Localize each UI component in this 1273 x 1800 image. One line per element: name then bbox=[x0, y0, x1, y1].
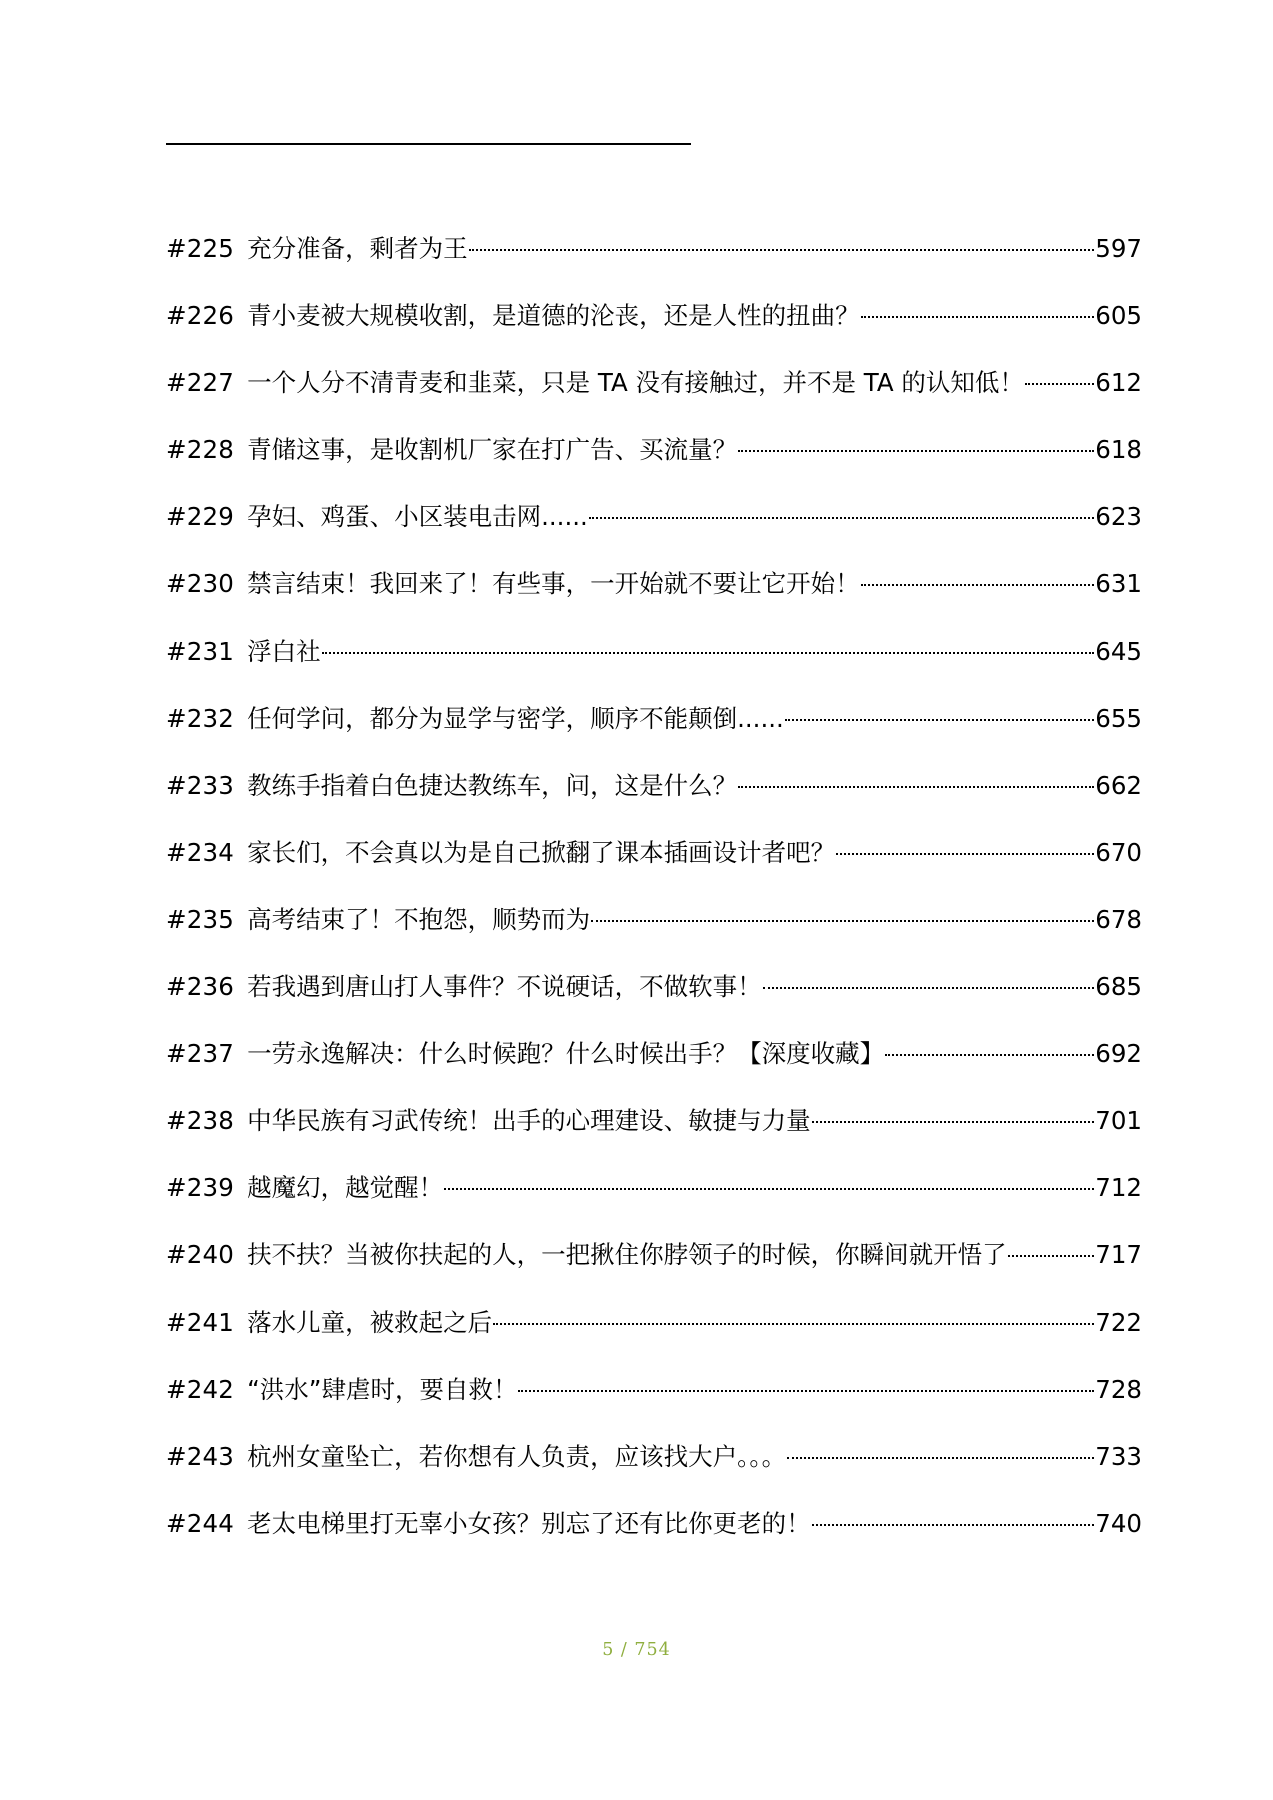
dot-leader bbox=[836, 853, 1094, 855]
dot-leader bbox=[589, 517, 1094, 519]
dot-leader bbox=[518, 1390, 1094, 1392]
toc-entry-page: 717 bbox=[1095, 1240, 1142, 1270]
toc-entry-page: 670 bbox=[1095, 837, 1142, 867]
toc-entry-page: 740 bbox=[1095, 1508, 1142, 1538]
toc-entry-number: #238 bbox=[166, 1106, 235, 1136]
toc-entry-number: #226 bbox=[166, 301, 235, 331]
toc-entry-number: #236 bbox=[166, 972, 235, 1002]
dot-leader bbox=[812, 1524, 1095, 1526]
toc-entry-page: 662 bbox=[1095, 770, 1142, 800]
dot-leader bbox=[322, 652, 1095, 654]
toc-entry-page: 645 bbox=[1095, 636, 1142, 666]
toc-entry-number: #243 bbox=[166, 1441, 235, 1471]
toc-entry-title: 高考结束了！不抱怨，顺势而为 bbox=[247, 904, 591, 934]
dot-leader bbox=[493, 1323, 1094, 1325]
toc-entry-number: #240 bbox=[166, 1240, 235, 1270]
toc-entry-title: 一劳永逸解决：什么时候跑？什么时候出手？【深度收藏】 bbox=[247, 1039, 885, 1069]
toc-entry-number: #230 bbox=[166, 569, 235, 599]
dot-leader bbox=[885, 1054, 1094, 1056]
toc-entry-title: 家长们，不会真以为是自己掀翻了课本插画设计者吧？ bbox=[247, 837, 836, 867]
toc-entry-page: 597 bbox=[1095, 234, 1142, 263]
toc-entry-title: 孕妇、鸡蛋、小区装电击网...... bbox=[247, 502, 588, 532]
toc-entry-number: #242 bbox=[166, 1374, 235, 1404]
toc-entry[interactable] bbox=[166, 1366, 1142, 1433]
toc-entry-number: #244 bbox=[166, 1508, 235, 1538]
toc-entry-page: 722 bbox=[1095, 1307, 1142, 1337]
toc-entry-page: 618 bbox=[1095, 435, 1142, 465]
toc-entry[interactable] bbox=[166, 1231, 1142, 1298]
toc-entry[interactable] bbox=[166, 493, 1142, 560]
toc-entry[interactable] bbox=[166, 1500, 1142, 1567]
toc-entry[interactable] bbox=[166, 762, 1142, 829]
toc-entry[interactable] bbox=[166, 628, 1142, 695]
dot-leader bbox=[861, 584, 1095, 586]
toc-entry-page: 728 bbox=[1095, 1374, 1142, 1404]
toc-entry-page: 701 bbox=[1095, 1106, 1142, 1136]
toc-entry-title: 任何学问，都分为显学与密学，顺序不能颠倒...... bbox=[247, 703, 784, 733]
toc-entry[interactable] bbox=[166, 695, 1142, 762]
page-footer bbox=[0, 1640, 1273, 1660]
toc-entry-number: #241 bbox=[166, 1307, 235, 1337]
toc-entry-page: 692 bbox=[1095, 1039, 1142, 1069]
dot-leader bbox=[785, 719, 1094, 721]
toc-entry-page: 631 bbox=[1095, 569, 1142, 599]
toc-entry-number: #239 bbox=[166, 1173, 235, 1203]
toc-entry-title: “洪水”肆虐时，要自救！ bbox=[247, 1374, 518, 1404]
table-of-contents bbox=[166, 225, 1142, 1567]
toc-entry-title: 若我遇到唐山打人事件？不说硬话，不做软事！ bbox=[247, 972, 762, 1002]
toc-entry-title: 充分准备，剩者为王 bbox=[247, 234, 468, 263]
toc-entry-title: 浮白社 bbox=[247, 636, 321, 666]
toc-entry-title: 扶不扶？当被你扶起的人，一把揪住你脖领子的时候，你瞬间就开悟了 bbox=[247, 1240, 1007, 1270]
toc-entry[interactable] bbox=[166, 1433, 1142, 1500]
toc-entry-number: #237 bbox=[166, 1039, 235, 1069]
toc-entry-page: 733 bbox=[1095, 1441, 1142, 1471]
toc-entry-title: 中华民族有习武传统！出手的心理建设、敏捷与力量 bbox=[247, 1106, 811, 1136]
dot-leader bbox=[1008, 1255, 1095, 1257]
toc-entry-number: #227 bbox=[166, 368, 235, 398]
toc-entry-title: 老太电梯里打无辜小女孩？别忘了还有比你更老的！ bbox=[247, 1508, 811, 1538]
dot-leader bbox=[861, 316, 1095, 318]
toc-entry-title: 落水儿童，被救起之后 bbox=[247, 1307, 493, 1337]
dot-leader bbox=[787, 1457, 1094, 1459]
dot-leader bbox=[469, 249, 1095, 251]
toc-entry-page: 612 bbox=[1095, 368, 1142, 398]
toc-entry-number: #232 bbox=[166, 703, 235, 733]
dot-leader bbox=[738, 450, 1094, 452]
toc-entry-title: 教练手指着白色捷达教练车，问，这是什么？ bbox=[247, 770, 738, 800]
toc-entry-title: 杭州女童坠亡，若你想有人负责，应该找大户。。。 bbox=[247, 1441, 787, 1471]
toc-entry-number: #228 bbox=[166, 435, 235, 465]
toc-entry-number: #225 bbox=[166, 234, 235, 263]
dot-leader bbox=[738, 786, 1094, 788]
toc-entry-page: 685 bbox=[1095, 972, 1142, 1002]
toc-entry-number: #235 bbox=[166, 904, 235, 934]
toc-entry[interactable] bbox=[166, 426, 1142, 493]
toc-entry-title: 青储这事，是收割机厂家在打广告、买流量？ bbox=[247, 435, 738, 465]
toc-entry-page: 655 bbox=[1095, 703, 1142, 733]
toc-entry[interactable] bbox=[166, 359, 1142, 426]
toc-entry[interactable] bbox=[166, 225, 1142, 292]
toc-entry[interactable] bbox=[166, 1299, 1142, 1366]
toc-entry-number: #231 bbox=[166, 636, 235, 666]
toc-entry[interactable] bbox=[166, 829, 1142, 896]
toc-entry[interactable] bbox=[166, 896, 1142, 963]
toc-entry[interactable] bbox=[166, 560, 1142, 627]
toc-entry-title: 禁言结束！我回来了！有些事，一开始就不要让它开始！ bbox=[247, 569, 860, 599]
toc-entry-page: 712 bbox=[1095, 1173, 1142, 1203]
toc-entry[interactable] bbox=[166, 292, 1142, 359]
toc-entry-page: 605 bbox=[1095, 301, 1142, 331]
toc-entry-number: #234 bbox=[166, 837, 235, 867]
toc-entry-title: 越魔幻，越觉醒！ bbox=[247, 1173, 444, 1203]
toc-entry-page: 678 bbox=[1095, 904, 1142, 934]
toc-entry-number: #233 bbox=[166, 770, 235, 800]
toc-entry[interactable] bbox=[166, 1030, 1142, 1097]
dot-leader bbox=[1025, 383, 1094, 385]
page-indicator: 5 / 754 bbox=[602, 1640, 671, 1660]
dot-leader bbox=[812, 1121, 1095, 1123]
dot-leader bbox=[591, 920, 1094, 922]
dot-leader bbox=[763, 987, 1095, 989]
toc-entry-number: #229 bbox=[166, 502, 235, 532]
toc-entry[interactable] bbox=[166, 963, 1142, 1030]
dot-leader bbox=[444, 1188, 1094, 1190]
toc-entry-page: 623 bbox=[1095, 502, 1142, 532]
toc-entry-title: 一个人分不清青麦和韭菜，只是 TA 没有接触过，并不是 TA 的认知低！ bbox=[247, 368, 1024, 398]
toc-entry[interactable] bbox=[166, 1097, 1142, 1164]
toc-entry-title: 青小麦被大规模收割，是道德的沦丧，还是人性的扭曲？ bbox=[247, 301, 860, 331]
top-rule bbox=[166, 143, 691, 145]
toc-entry[interactable] bbox=[166, 1164, 1142, 1231]
